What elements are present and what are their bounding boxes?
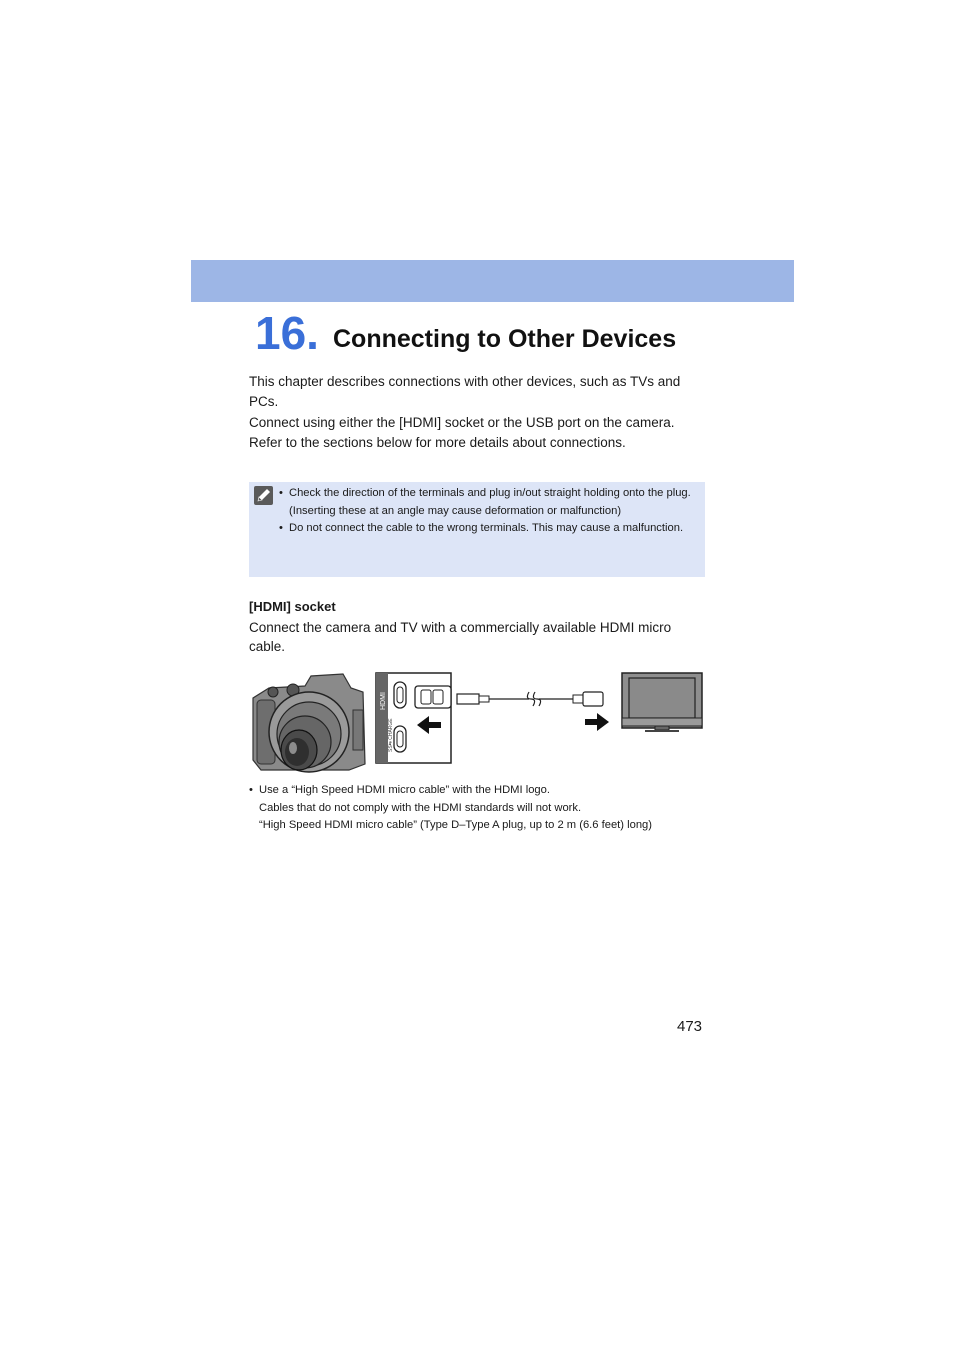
port-panel-side: [376, 673, 388, 763]
hdmi-port-label: HDMI: [380, 692, 387, 710]
note-item-text: Do not connect the cable to the wrong terminals. This may cause a malfunction.: [289, 522, 684, 535]
chapter-title: Connecting to Other Devices: [333, 325, 677, 353]
note-list: [279, 485, 699, 538]
cable-plug-left: [457, 694, 479, 704]
intro-text: [249, 372, 705, 454]
cable-note-text: Use a “High Speed HDMI micro cable” with the HDMI logo.: [259, 784, 550, 796]
intro-paragraph: Refer to the sections below for more details about connections.: [249, 435, 626, 451]
camera-icon: [253, 674, 365, 772]
cable-note-line: [249, 782, 705, 800]
note-box: [249, 482, 705, 577]
page-number: 473: [677, 1018, 703, 1035]
connection-diagram: [249, 670, 705, 778]
note-item-subtext: (Inserting these at an angle may cause deformation or malfunction): [289, 504, 622, 517]
cable-note-text: “High Speed HDMI micro cable” (Type D–Type A plug, up to 2 m (6.6 feet) long): [259, 819, 652, 832]
tv-icon: [622, 673, 702, 732]
bullet: •: [279, 522, 283, 535]
cable-note-text: Cables that do not comply with the HDMI standards will not work.: [259, 801, 582, 814]
cable-note-line: [249, 800, 705, 818]
chapter-header-band: [191, 260, 794, 302]
note-item: [279, 520, 699, 538]
pencil-note-icon: [254, 486, 273, 505]
arrow-right-icon: [585, 713, 609, 731]
bullet: •: [249, 784, 253, 796]
section-heading: [HDMI] socket: [249, 599, 336, 614]
intro-paragraph: Connect using either the [HDMI] socket or the USB port on the camera.: [249, 414, 675, 430]
intro-paragraph: This chapter describes connections with other devices, such as TVs and PCs.: [249, 374, 681, 410]
usb-port-label: SS⇆ CHARGE: [388, 718, 394, 752]
section-body: Connect the camera and TV with a commercially available HDMI micro cable.: [249, 620, 672, 654]
hdmi-connection-illustration: [249, 670, 705, 778]
cable-notes: [249, 782, 705, 835]
cable-plug-right: [583, 692, 603, 706]
cable-note-line: [249, 817, 705, 835]
note-item-text: Check the direction of the terminals and plug in/out straight holding onto the plug.: [289, 487, 691, 499]
chapter-number: 16.: [255, 307, 319, 359]
note-item: [279, 485, 699, 520]
bullet: •: [279, 487, 283, 499]
